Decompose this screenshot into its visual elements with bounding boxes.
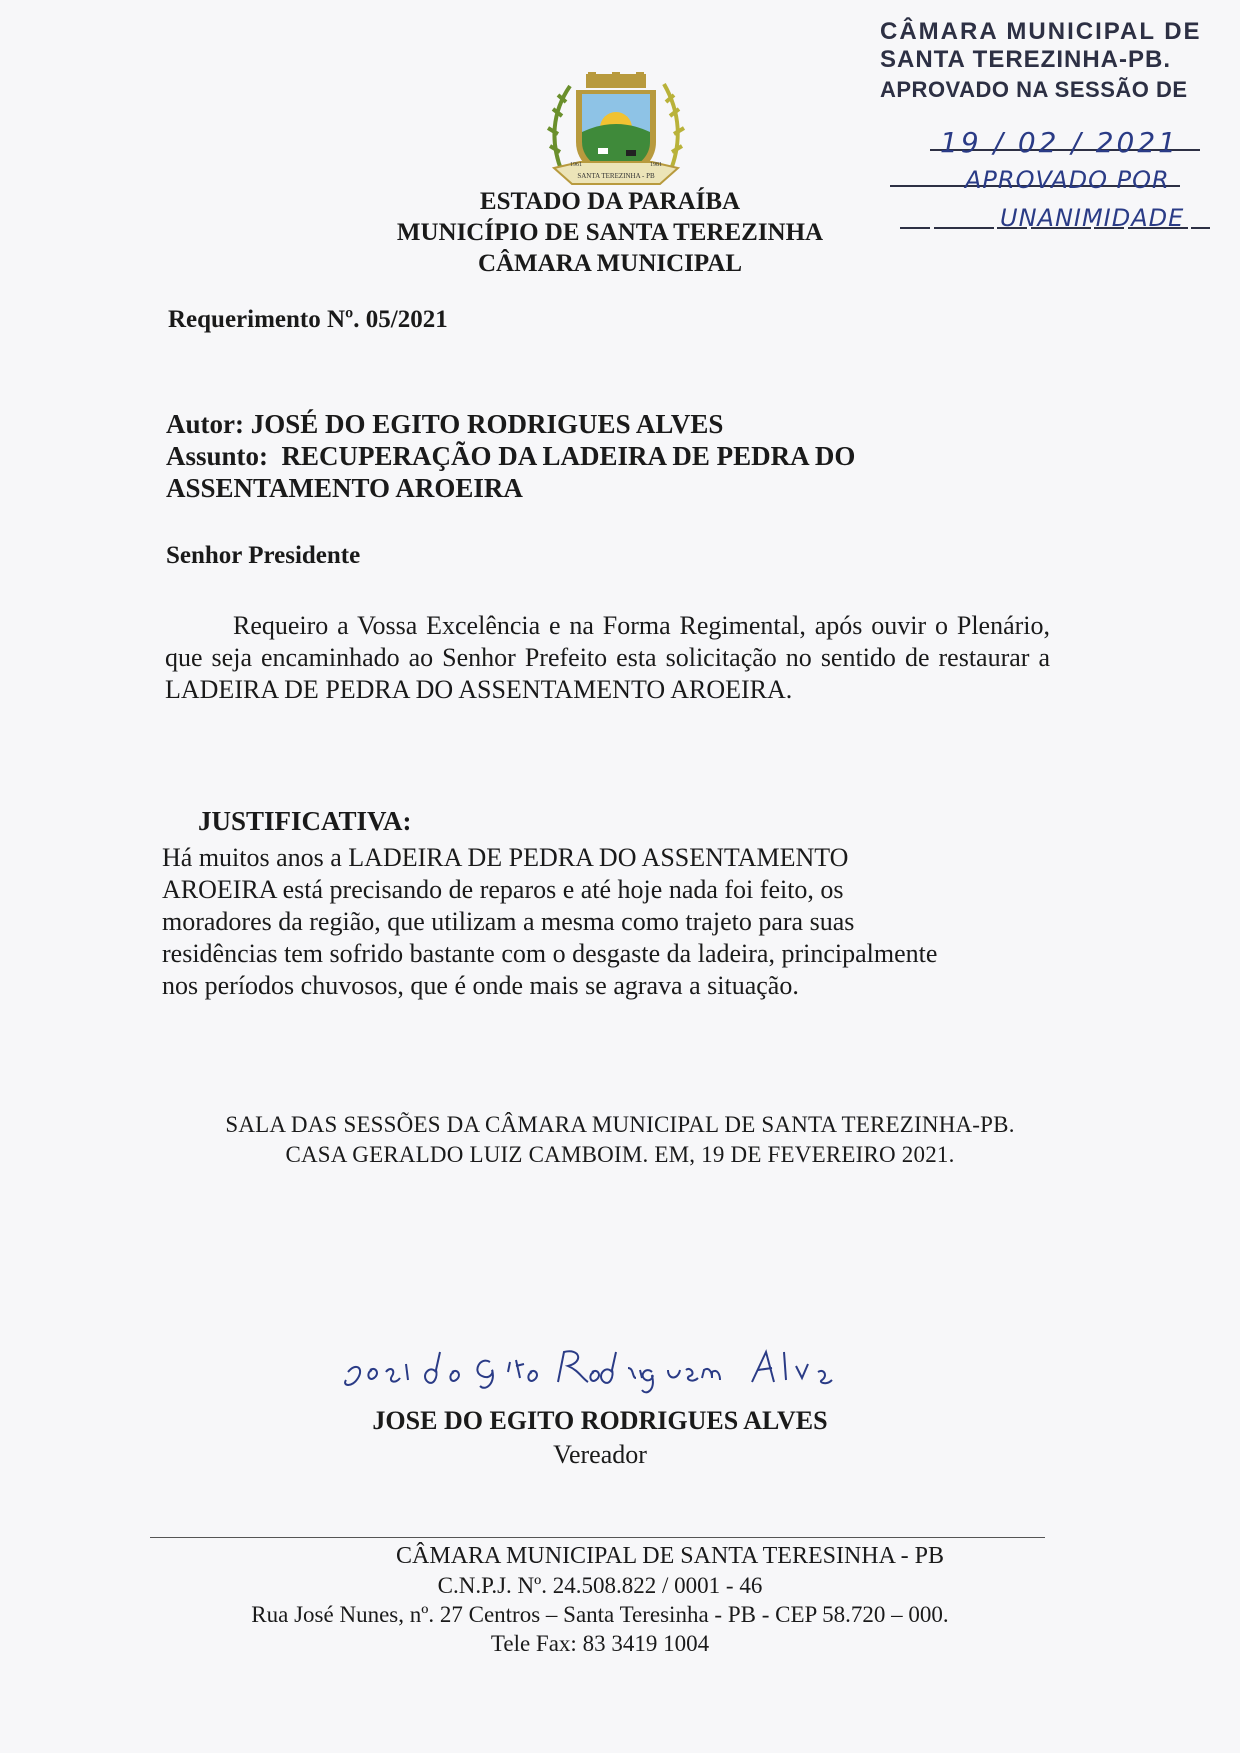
stamp-date: 19 / 02 / 2021 — [940, 126, 1179, 159]
session-hall-line — [100, 1110, 1140, 1170]
svg-text:1981: 1981 — [650, 162, 662, 168]
signatory-role: Vereador — [553, 1440, 647, 1469]
header-municipality: MUNICÍPIO DE SANTA TEREZINHA — [396, 219, 824, 246]
justificativa-line: AROEIRA está precisando de reparos e até hoje nada foi feito, os — [162, 875, 844, 904]
justificativa-line: residências tem sofrido bastante com o desgaste da ladeira, principalmente — [162, 939, 938, 968]
request-paragraph: Requeiro a Vossa Excelência e na Forma Regimental, após ouvir o Plenário, que seja encaminhado ao Senhor Prefeito esta solicitação no sentido de restaurar a LADEIRA DE PEDRA DO ASSENTAMENTO AROEIRA. — [165, 611, 1050, 704]
footer-divider — [150, 1537, 1045, 1538]
subject-label: Assunto: — [166, 441, 269, 471]
justificativa-line: nos períodos chuvosos, que é onde mais se agrava a situação. — [162, 971, 799, 1000]
footer-chamber-name: CÂMARA MUNICIPAL DE SANTA TERESINHA - PB — [396, 1543, 944, 1569]
author-value: JOSÉ DO EGITO RODRIGUES ALVES — [250, 409, 724, 439]
stamp-note-1: APROVADO POR — [965, 166, 1170, 194]
requerimento-number: Requerimento Nº. 05/2021 — [168, 306, 448, 333]
signatory-name: JOSE DO EGITO RODRIGUES ALVES — [372, 1406, 828, 1435]
footer-address: Rua José Nunes, nº. 27 Centros – Santa Teresinha - PB - CEP 58.720 – 000. — [251, 1602, 949, 1627]
document-footer — [200, 1542, 1000, 1658]
greeting: Senhor Presidente — [166, 542, 361, 569]
handwritten-signature — [340, 1342, 860, 1402]
author-row — [166, 408, 1086, 440]
header-chamber: CÂMARA MUNICIPAL — [477, 250, 743, 277]
subject-value: RECUPERAÇÃO DA LADEIRA DE PEDRA DO — [281, 441, 856, 471]
municipal-crest-logo — [540, 72, 692, 192]
stamp-line-2: SANTA TEREZINHA-PB. — [880, 46, 1171, 73]
justificativa-line: Há muitos anos a LADEIRA DE PEDRA DO ASSENTAMENTO — [162, 843, 849, 872]
subject-value-continued: ASSENTAMENTO AROEIRA — [166, 473, 523, 503]
subject-row — [166, 440, 1086, 472]
document-header — [330, 186, 890, 279]
justificativa-title: JUSTIFICATIVA: — [198, 806, 412, 836]
sala-line-2: CASA GERALDO LUIZ CAMBOIM. EM, 19 DE FEVEREIRO 2021. — [285, 1142, 955, 1167]
justificativa-text — [162, 842, 1042, 1002]
header-state: ESTADO DA PARAÍBA — [479, 188, 741, 215]
svg-text:SANTA TEREZINHA - PB: SANTA TEREZINHA - PB — [577, 172, 655, 180]
stamp-note-2: UNANIMIDADE — [1000, 204, 1185, 232]
justificativa-line: moradores da região, que utilizam a mesma como trajeto para suas — [162, 907, 855, 936]
footer-phone: Tele Fax: 83 3419 1004 — [490, 1631, 710, 1656]
approval-stamp — [880, 18, 1240, 104]
author-subject-block — [166, 408, 1086, 504]
author-label: Autor: — [166, 409, 244, 439]
sala-line-1: SALA DAS SESSÕES DA CÂMARA MUNICIPAL DE SANTA TEREZINHA-PB. — [225, 1112, 1015, 1137]
stamp-line-3: APROVADO NA SESSÃO DE — [880, 77, 1188, 102]
footer-cnpj: C.N.P.J. Nº. 24.508.822 / 0001 - 46 — [437, 1573, 763, 1598]
stamp-line-1: CÂMARA MUNICIPAL DE — [880, 18, 1202, 45]
svg-text:1961: 1961 — [570, 162, 582, 168]
